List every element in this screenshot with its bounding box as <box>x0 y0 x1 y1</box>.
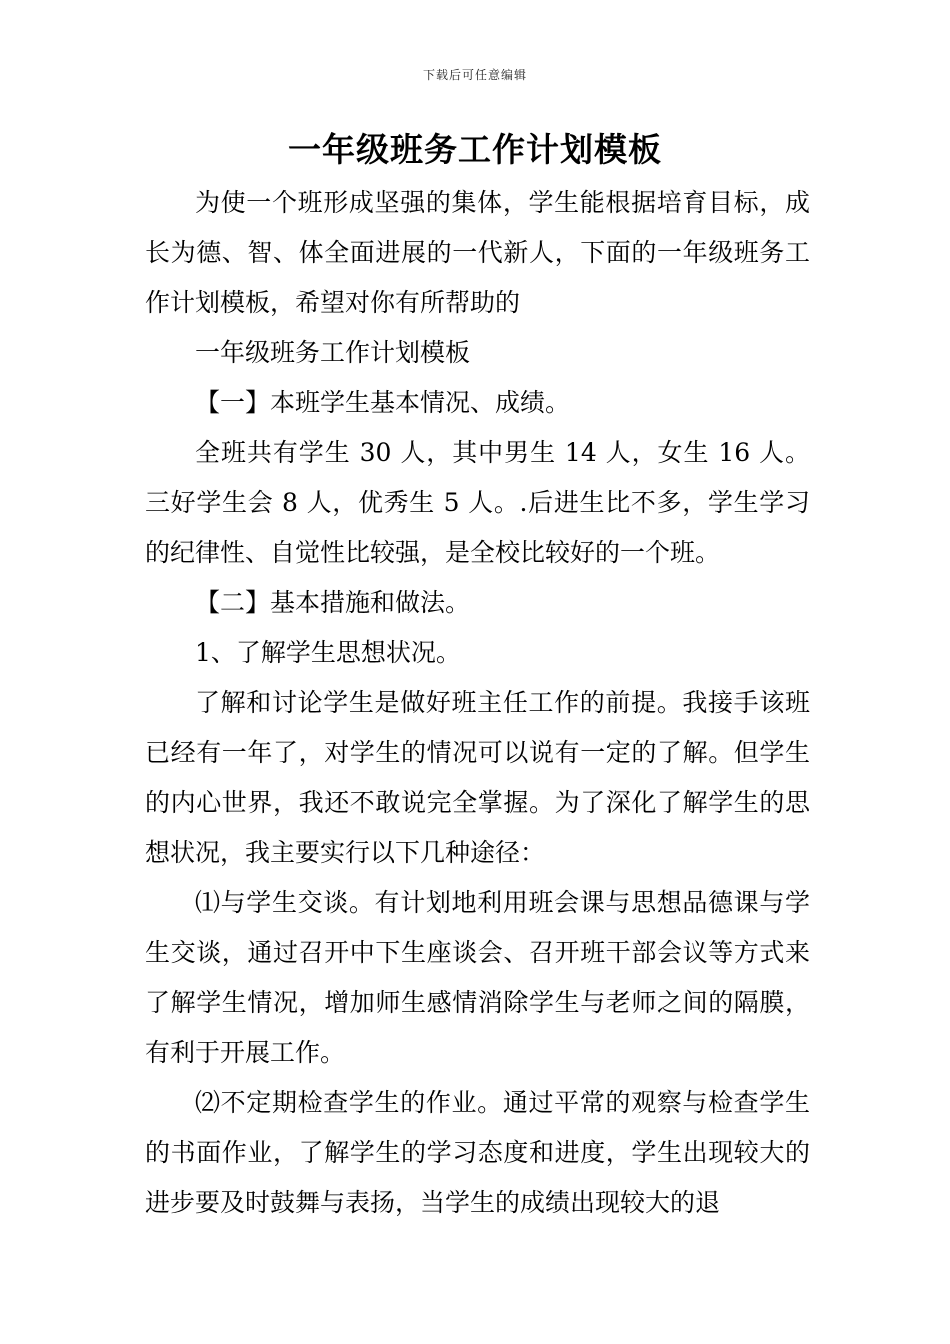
section-heading-2: 【二】基本措施和做法。 <box>195 588 471 617</box>
paragraph-understanding: 了解和讨论学生是做好班主任工作的前提。我接手该班已经有一年了，对学生的情况可以说有一定的了解。但学生的内心世界，我还不敢说完全掌握。为了深化了解学生的思想状况，我主要实行以下几种途径： <box>145 688 810 867</box>
header-note: 下载后可任意编辑 <box>422 68 527 82</box>
paragraph-intro: 为使一个班形成坚强的集体，学生能根据培育目标，成长为德、智、体全面进展的一代新人，下面的一年级班务工作计划模板，希望对你有所帮助的 <box>145 188 810 317</box>
paragraph-subtitle: 一年级班务工作计划模板 <box>195 338 471 367</box>
document-title: 一年级班务工作计划模板 <box>288 130 662 169</box>
paragraph-method-2: ⑵不定期检查学生的作业。通过平常的观察与检查学生的书面作业，了解学生的学习态度和进度，学生出现较大的进步要及时鼓舞与表扬，当学生的成绩出现较大的退 <box>145 1088 810 1217</box>
document-body <box>145 178 810 1228</box>
paragraph-method-1: ⑴与学生交谈。有计划地利用班会课与思想品德课与学生交谈，通过召开中下生座谈会、召开班干部会议等方式来了解学生情况，增加师生感情消除学生与老师之间的隔膜，有利于开展工作。 <box>145 888 810 1067</box>
section-heading-1: 【一】本班学生基本情况、成绩。 <box>195 388 571 417</box>
subsection-heading-1: 1、了解学生思想状况。 <box>195 638 461 667</box>
paragraph-class-stats: 全班共有学生 30 人，其中男生 14 人，女生 16 人。三好学生会 8 人，优秀生 5 人。.后进生比不多，学生学习的纪律性、自觉性比较强，是全校比较好的一个班。 <box>145 438 810 567</box>
